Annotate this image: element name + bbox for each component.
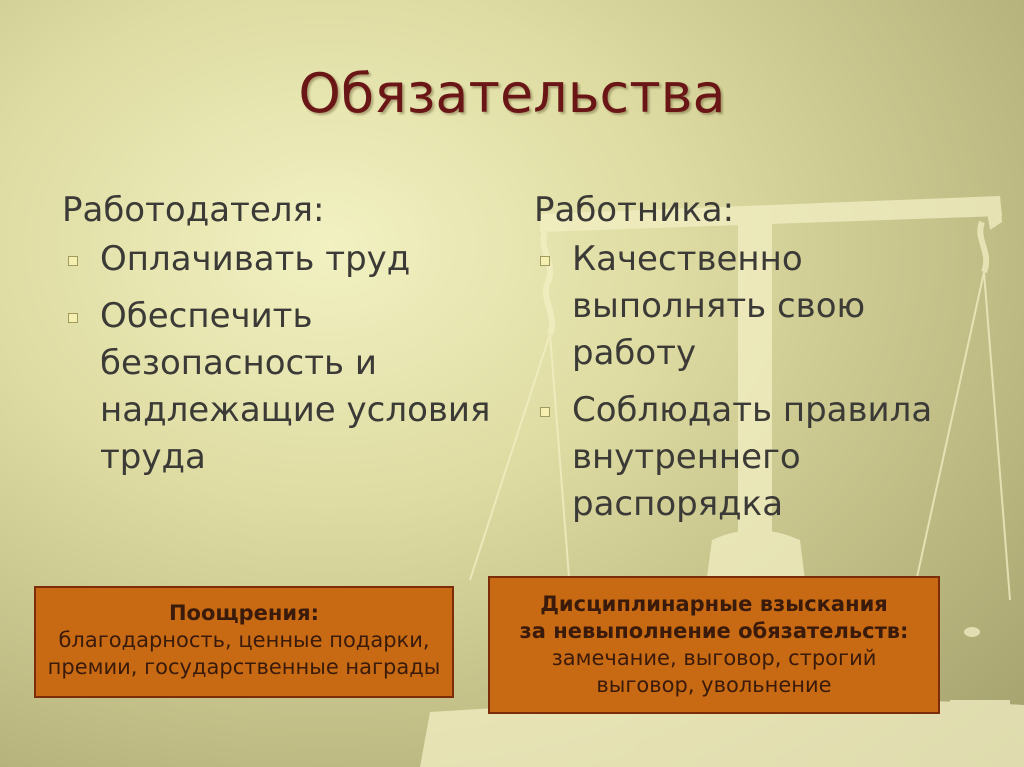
square-bullet-icon bbox=[540, 407, 550, 417]
employee-column bbox=[534, 190, 954, 538]
rewards-line: премии, государственные награды bbox=[47, 655, 441, 679]
rewards-title: Поощрения: bbox=[168, 601, 320, 625]
square-bullet-icon bbox=[540, 256, 550, 266]
penalties-box bbox=[488, 576, 940, 714]
list-item-text: Оплачивать труд bbox=[100, 239, 411, 279]
penalties-title: Дисциплинарные взыскания bbox=[540, 592, 888, 616]
employer-heading: Работодателя: bbox=[62, 190, 325, 230]
square-bullet-icon bbox=[68, 313, 78, 323]
list-item bbox=[62, 293, 512, 481]
penalties-line: выговор, увольнение bbox=[596, 673, 832, 697]
list-item-text: Качественно выполнять свою работу bbox=[572, 239, 866, 373]
employer-column bbox=[62, 190, 512, 491]
rewards-box bbox=[34, 586, 454, 698]
slide-title: Обязательства bbox=[298, 62, 726, 125]
square-bullet-icon bbox=[68, 256, 78, 266]
employee-obligations-list bbox=[534, 236, 954, 528]
list-item bbox=[62, 236, 512, 283]
employee-heading: Работника: bbox=[534, 190, 735, 230]
list-item-text: Соблюдать правила внутреннего распорядка bbox=[572, 390, 933, 524]
list-item-text: Обеспечить безопасность и надлежащие условия труда bbox=[100, 296, 491, 477]
penalties-title: за невыполнение обязательств: bbox=[519, 619, 909, 643]
rewards-line: благодарность, ценные подарки, bbox=[58, 628, 430, 652]
employer-obligations-list bbox=[62, 236, 512, 481]
list-item bbox=[534, 387, 954, 528]
penalties-line: замечание, выговор, строгий bbox=[551, 646, 877, 670]
list-item bbox=[534, 236, 954, 377]
